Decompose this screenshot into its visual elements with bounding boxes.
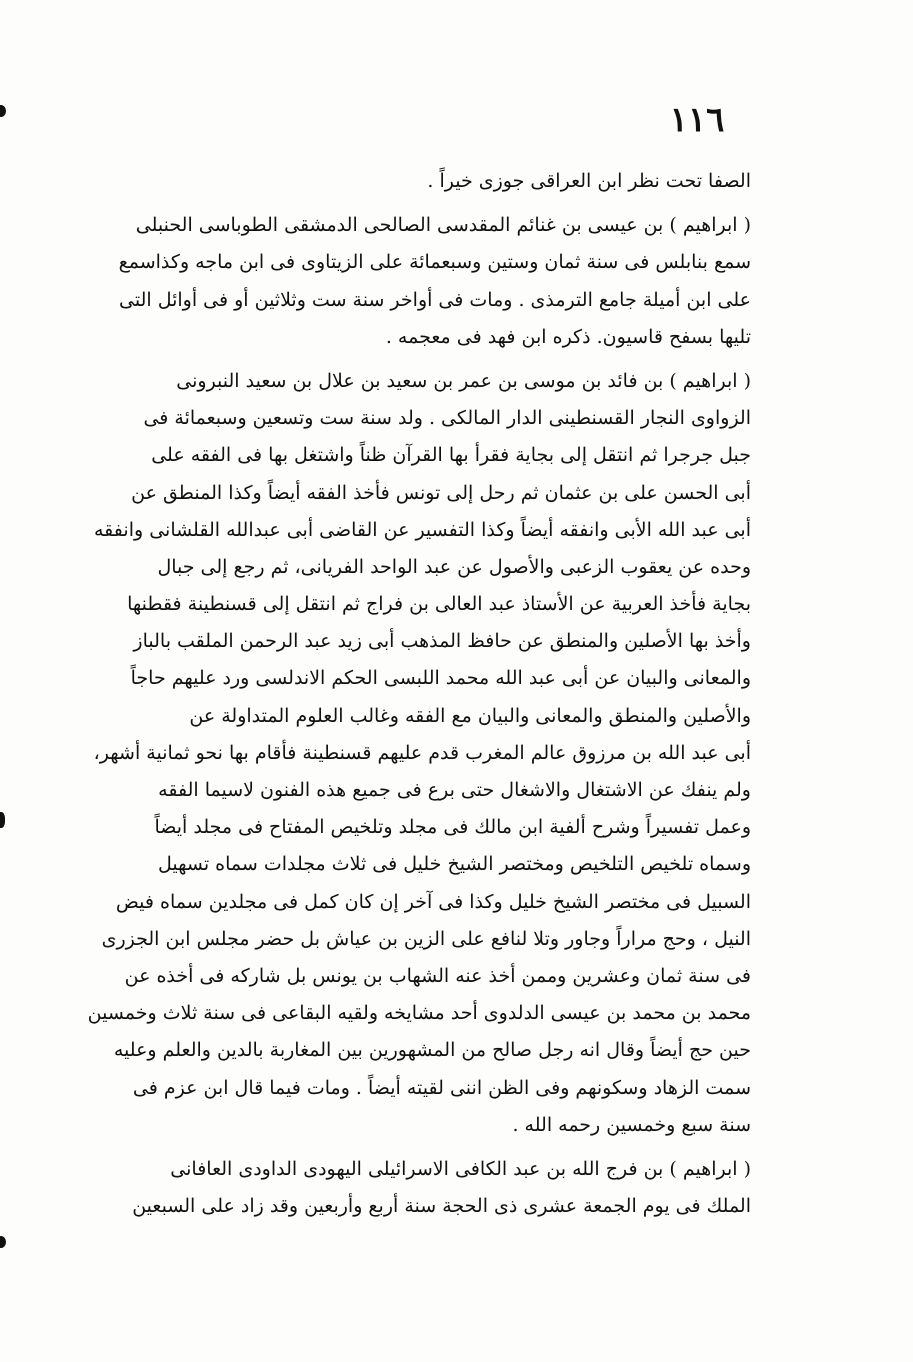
text-line: الزواوى النجار القسنطينى الدار المالكى . ولد سنة ست وتسعين وسبعمائة فى	[143, 407, 751, 430]
text-line: السبيل فى مختصر الشيخ خليل وكذا فى آخر إن كان كمل فى مجلدين سماه فيض	[115, 890, 751, 913]
text-line: وحده عن يعقوب الزعبى والأصول عن عبد الواحد الفريانى، ثم رجع إلى جبال	[157, 555, 751, 578]
entry-heading-line: ( ابراهيم ) بن عيسى بن غنائم المقدسى الصالحى الدمشقى الطوباسى الحنبلى	[135, 214, 751, 237]
page-number: ١١٦	[669, 100, 725, 140]
text-line: تليها بسفح قاسيون. ذكره ابن فهد فى معجمه .	[385, 325, 751, 348]
text-line: سمت الزهاد وسكونهم وفى الظن اننى لقيته أيضاً . ومات فيما قال ابن عزم فى	[132, 1076, 751, 1099]
entry-heading-line: ( ابراهيم ) بن فائد بن موسى بن عمر بن سعيد بن علال بن سعيد النبرونى	[176, 369, 751, 392]
text-line: محمد بن محمد بن عيسى الدلدوى أحد مشايخه ولقيه البقاعى فى سنة ثلاث وخمسين	[87, 1002, 751, 1025]
text-line: أبى عبد الله الأبى وانفقه أيضاً وكذا التفسير عن القاضى أبى عبدالله القلشانى وانفقه	[94, 518, 751, 541]
body-text	[86, 163, 751, 1225]
text-line: النيل ، وحج مراراً وجاور وتلا لنافع على الزين بن عياش بل حضر مجلس ابن الجزرى	[101, 927, 751, 950]
text-line: والمعانى والبيان عن أبى عبد الله محمد اللبسى الحكم الاندلسى ورد عليهم حاجاً	[130, 667, 751, 690]
text-line: سمع بنابلس فى سنة ثمان وستين وسبعمائة على الزيتاوى فى ابن ماجه وكذاسمع	[118, 251, 751, 274]
text-line: سنة سبع وخمسين رحمه الله .	[512, 1113, 751, 1136]
text-line: حين حج أيضاً وقال انه رجل صالح من المشهورين بين المغاربة بالدين والعلم وعليه	[113, 1039, 751, 1062]
text-line: والأصلين والمنطق والمعانى والبيان مع الفقه وغالب العلوم المتداولة عن	[189, 704, 751, 727]
text-line: أبى عبد الله بن مرزوق عالم المغرب قدم عليهم قسنطينة فأقام بها نحو ثمانية أشهر،	[93, 741, 751, 764]
text-line: على ابن أميلة جامع الترمذى . ومات فى أواخر سنة ست وثلاثين أو فى أوائل التى	[119, 288, 751, 311]
text-line: وسماه تلخيص التلخيص ومختصر الشيخ خليل فى ثلاث مجلدات سماه تسهيل	[158, 853, 751, 876]
margin-ink-mark	[0, 105, 6, 117]
text-line: بجاية فأخذ العربية عن الأستاذ عبد العالى بن فراج ثم انتقل إلى قسنطينة فقطنها	[127, 593, 751, 616]
entry-heading-line: ( ابراهيم ) بن فرج الله بن عبد الكافى الاسرائيلى اليهودى الداودى العافانى	[170, 1157, 751, 1180]
text-line: أبى الحسن على بن عثمان ثم رحل إلى تونس فأخذ الفقه أيضاً وكذا المنطق عن	[131, 481, 751, 504]
text-line: ولم ينفك عن الاشتغال والاشغال حتى برع فى جميع هذه الفنون لاسيما الفقه	[158, 779, 751, 801]
text-line: الملك فى يوم الجمعة عشرى ذى الحجة سنة أربع وأربعين وقد زاد على السبعين	[132, 1195, 751, 1218]
text-line: الصفا تحت نظر ابن العراقى جوزى خيراً .	[427, 170, 751, 192]
text-line: جبل جرجرا ثم انتقل إلى بجاية فقرأ بها القرآن ظناً واشتغل بها فى الفقه على	[151, 444, 751, 467]
text-line: فى سنة ثمان وعشرين وممن أخذ عنه الشهاب بن يونس بل شاركه فى أخذه عن	[124, 964, 751, 987]
margin-ink-mark	[0, 1236, 6, 1248]
text-line: وأخذ بها الأصلين والمنطق عن حافظ المذهب أبى زيد عبد الرحمن الملقب بالباز	[133, 630, 751, 653]
margin-ink-mark	[0, 812, 5, 828]
text-line: وعمل تفسيراً وشرح ألفية ابن مالك فى مجلد وتلخيص المفتاح فى مجلد أيضاً	[154, 816, 751, 839]
